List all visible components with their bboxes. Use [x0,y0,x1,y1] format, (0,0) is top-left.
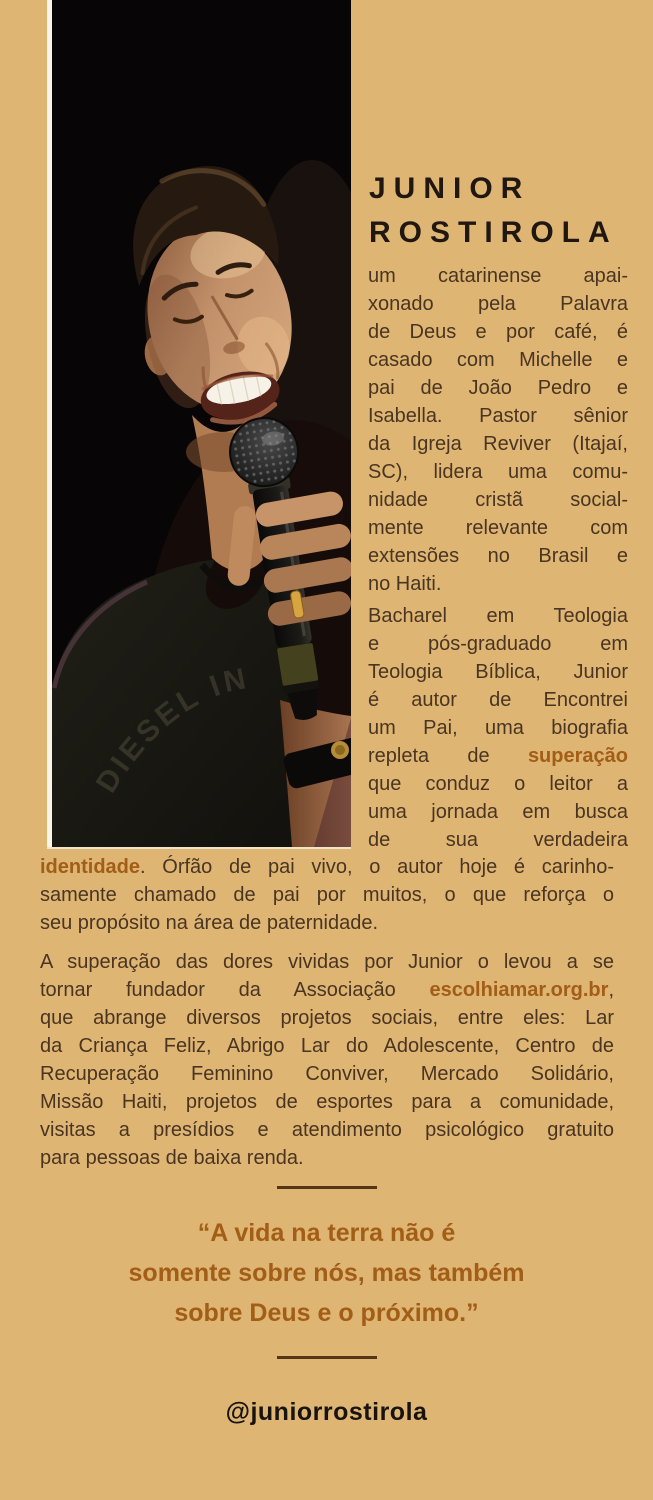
text-line: da Criança Feliz, Abrigo Lar do Adolescente, Centro de [40,1035,614,1057]
text-line: visitas a presídios e atendimento psicológico gratuito [40,1119,614,1141]
divider-top [277,1186,377,1189]
text-line: é autor de Encontrei [368,689,628,711]
text-line: e pós-graduado em [368,633,628,655]
text-line: xonado pela Palavra [368,293,628,315]
author-name [369,167,618,255]
author-photo-illustration [52,0,351,847]
instagram-handle: @juniorrostirola [225,1398,428,1426]
text-line: um catarinense apai- [368,265,628,287]
text-line: que conduz o leitor a [368,773,628,795]
bio-paragraph-2 [368,602,628,854]
text-line: “A vida na terra não é [197,1219,456,1247]
text-line: Bacharel em Teologia [368,605,628,627]
text-line: um Pai, uma biografia [368,717,628,739]
bio-paragraph-1 [368,262,628,598]
text-line: Isabella. Pastor sênior [368,405,628,427]
text-line: no Haiti. [368,573,442,595]
bio-column [368,262,628,854]
text-line: sobre Deus e o próximo.” [174,1299,479,1327]
author-photo [47,0,351,849]
bio-wide [40,853,614,1172]
text-line: uma jornada em busca [368,801,628,823]
text-line: pai de João Pedro e [368,377,628,399]
accent-text: superação [527,745,628,767]
text-line: repleta de superação [368,745,628,767]
text-line: seu propósito na área de paternidade. [40,912,379,934]
text-line: da Igreja Reviver (Itajaí, [368,433,628,455]
text-line: casado com Michelle e [368,349,628,371]
text-line: somente sobre nós, mas também [128,1259,525,1287]
accent-text: escolhiamar.org.br [429,979,609,1001]
author-last-name: ROSTIROLA [369,216,618,249]
text-line: nidade cristã social- [368,489,628,511]
text-line: de Deus e por café, é [368,321,628,343]
shirt-logo-text: DIESEL IN [89,661,253,799]
author-first-name: JUNIOR [369,172,531,205]
accent-text: identidade [40,856,141,878]
text-line: tornar fundador da Associação escolhiamar.org.br, [40,979,614,1001]
text-line: extensões no Brasil e [368,545,628,567]
author-quote [40,1219,613,1339]
text-line: que abrange diversos projetos sociais, entre eles: Lar [40,1007,614,1029]
divider-bottom [277,1356,377,1359]
text-line: SC), lidera uma comu- [368,461,628,483]
text-line: A superação das dores vividas por Junior o levou a se [40,951,614,973]
text-line: samente chamado de pai por muitos, o que reforça o [40,884,614,906]
text-line: Recuperação Feminino Conviver, Mercado Solidário, [40,1063,614,1085]
bio-paragraph-3 [40,853,614,937]
bio-paragraph-4 [40,948,614,1172]
text-line: de sua verdadeira [368,829,628,851]
text-line: identidade. Órfão de pai vivo, o autor hoje é carinho- [40,856,614,878]
text-line: mente relevante com [368,517,628,539]
text-line: para pessoas de baixa renda. [40,1147,304,1169]
text-line: Teologia Bíblica, Junior [368,661,628,683]
text-line: Missão Haiti, projetos de esportes para a comunidade, [40,1091,614,1113]
